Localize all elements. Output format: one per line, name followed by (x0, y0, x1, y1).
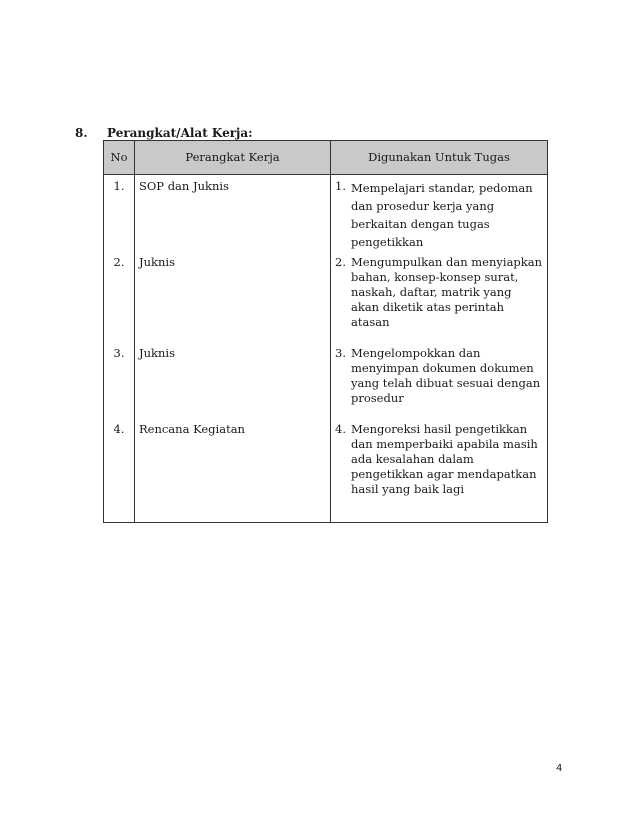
use-text: Mengelompokkan dan menyimpan dokumen dokumen yang telah dibuat sesuai dengan prosedur (351, 346, 541, 405)
row-use-cell (331, 175, 548, 254)
row-use-cell (331, 344, 548, 419)
row-use-cell (331, 419, 548, 523)
row-number: 1. (104, 175, 135, 254)
use-text: Mengoreksi hasil pengetikkan dan memperbaiki apabila masih ada kesalahan dalam pengetikkan agar mendapatkan hasil yang baik lagi (351, 422, 538, 496)
section-title: Perangkat/Alat Kerja: (107, 126, 253, 140)
use-index: 1. (335, 179, 346, 193)
use-index: 3. (335, 346, 346, 360)
use-text: Mempelajari standar, pedoman dan prosedur kerja yang berkaitan dengan tugas pengetikkan (351, 181, 533, 249)
tools-table (103, 140, 548, 523)
use-index: 4. (335, 422, 346, 436)
row-use-cell (331, 253, 548, 344)
row-number: 3. (104, 344, 135, 419)
section-heading (75, 126, 253, 140)
row-number: 2. (104, 253, 135, 344)
header-use: Digunakan Untuk Tugas (331, 141, 548, 175)
row-tool: Rencana Kegiatan (135, 419, 331, 523)
table-row (104, 253, 548, 344)
use-index: 2. (335, 255, 346, 269)
header-no: No (104, 141, 135, 175)
page-number: 4 (556, 763, 563, 774)
row-number: 4. (104, 419, 135, 523)
row-tool: Juknis (135, 344, 331, 419)
row-tool: Juknis (135, 253, 331, 344)
table-header-row (104, 141, 548, 175)
section-number: 8. (75, 126, 88, 140)
header-tool: Perangkat Kerja (135, 141, 331, 175)
table-row (104, 175, 548, 254)
table-row (104, 344, 548, 419)
row-tool: SOP dan Juknis (135, 175, 331, 254)
table-row (104, 419, 548, 523)
use-text: Mengumpulkan dan menyiapkan bahan, konsep-konsep surat, naskah, daftar, matrik yang akan diketik atas perintah atasan (351, 255, 543, 329)
